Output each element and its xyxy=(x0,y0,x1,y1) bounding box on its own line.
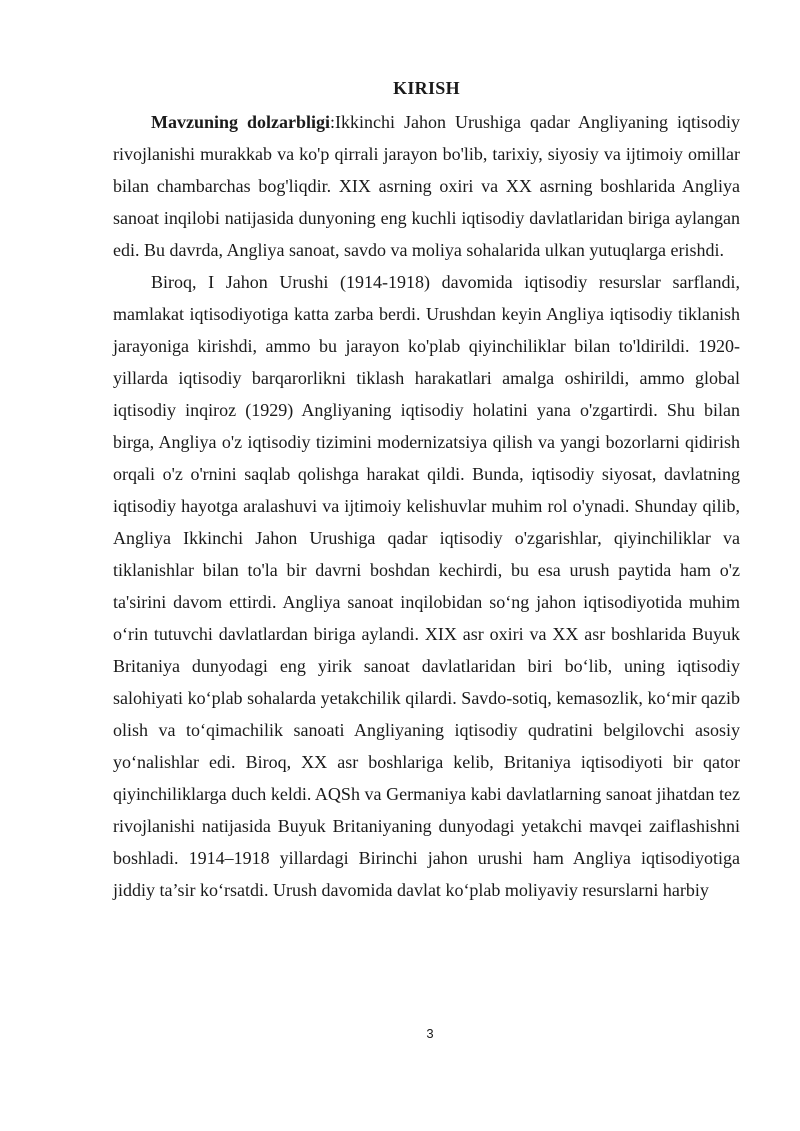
body-paragraph: Biroq, I Jahon Urushi (1914-1918) davomida iqtisodiy resurslar sarflandi, mamlakat iqtisodiyotiga katta zarba berdi. Urushdan keyin Angliya iqtisodiy tiklanish jarayoniga kirishdi, ammo bu jarayon ko'plab qiyinchiliklar bilan to'ldirildi. 1920-yillarda iqtisodiy barqarorlikni tiklash harakatlari amalga oshirildi, ammo global iqtisodiy inqiroz (1929) Angliyaning iqtisodiy holatini yana o'zgartirdi. Shu bilan birga, Angliya o'z iqtisodiy tizimini modernizatsiya qilish va yangi bozorlarni qidirish orqali o'z o'rnini saqlab qolishga harakat qildi. Bunda, iqtisodiy siyosat, davlatning iqtisodiy hayotga aralashuvi va ijtimoiy kelishuvlar muhim rol o'ynadi. Shunday qilib, Angliya Ikkinchi Jahon Urushiga qadar iqtisodiy o'zgarishlar, qiyinchiliklar va tiklanishlar bilan to'la bir davrni boshdan kechirdi, bu esa urush paytida ham o'z ta'sirini davom ettirdi. Angliya sanoat inqilobidan so‘ng jahon iqtisodiyotida muhim o‘rin tutuvchi davlatlardan biriga aylandi. XIX asr oxiri va XX asr boshlarida Buyuk Britaniya dunyodagi eng yirik sanoat davlatlaridan biri bo‘lib, uning iqtisodiy salohiyati ko‘plab sohalarda yetakchilik qilardi. Savdo-sotiq, kemasozlik, ko‘mir qazib olish va to‘qimachilik sanoati Angliyaning iqtisodiy qudratini belgilovchi asosiy yo‘nalishlar edi. Biroq, XX asr boshlariga kelib, Britaniya iqtisodiyoti bir qator qiyinchiliklarga duch keldi. AQSh va Germaniya kabi davlatlarning sanoat jihatdan tez rivojlanishi natijasida Buyuk Britaniyaning dunyodagi yetakchi mavqei zaiflashishni boshladi. 1914–1918 yillardagi Birinchi jahon urushi ham Angliya iqtisodiyotiga jiddiy ta’sir ko‘rsatdi. Urush davomida davlat ko‘plab moliyaviy resurslarni harbiy xyxy=(113,272,740,900)
page-content xyxy=(113,76,740,906)
intro-label: Mavzuning dolzarbligi xyxy=(151,112,331,132)
intro-text: :Ikkinchi Jahon Urushiga qadar Angliyaning iqtisodiy rivojlanishi murakkab va ko'p qirrali jarayon bo'lib, tarixiy, siyosiy va ijtimoiy omillar bilan chambarchas bog'liqdir. XIX asrning oxiri va XX asrning boshlarida Angliya sanoat inqilobi natijasida dunyoning eng kuchli iqtisodiy davlatlaridan biriga aylangan edi. Bu davrda, Angliya sanoat, savdo va moliya sohalarida ulkan yutuqlarga erishdi. xyxy=(113,112,741,260)
intro-paragraph xyxy=(113,106,740,266)
section-title: KIRISH xyxy=(393,78,460,98)
page-number: 3 xyxy=(426,1026,434,1041)
